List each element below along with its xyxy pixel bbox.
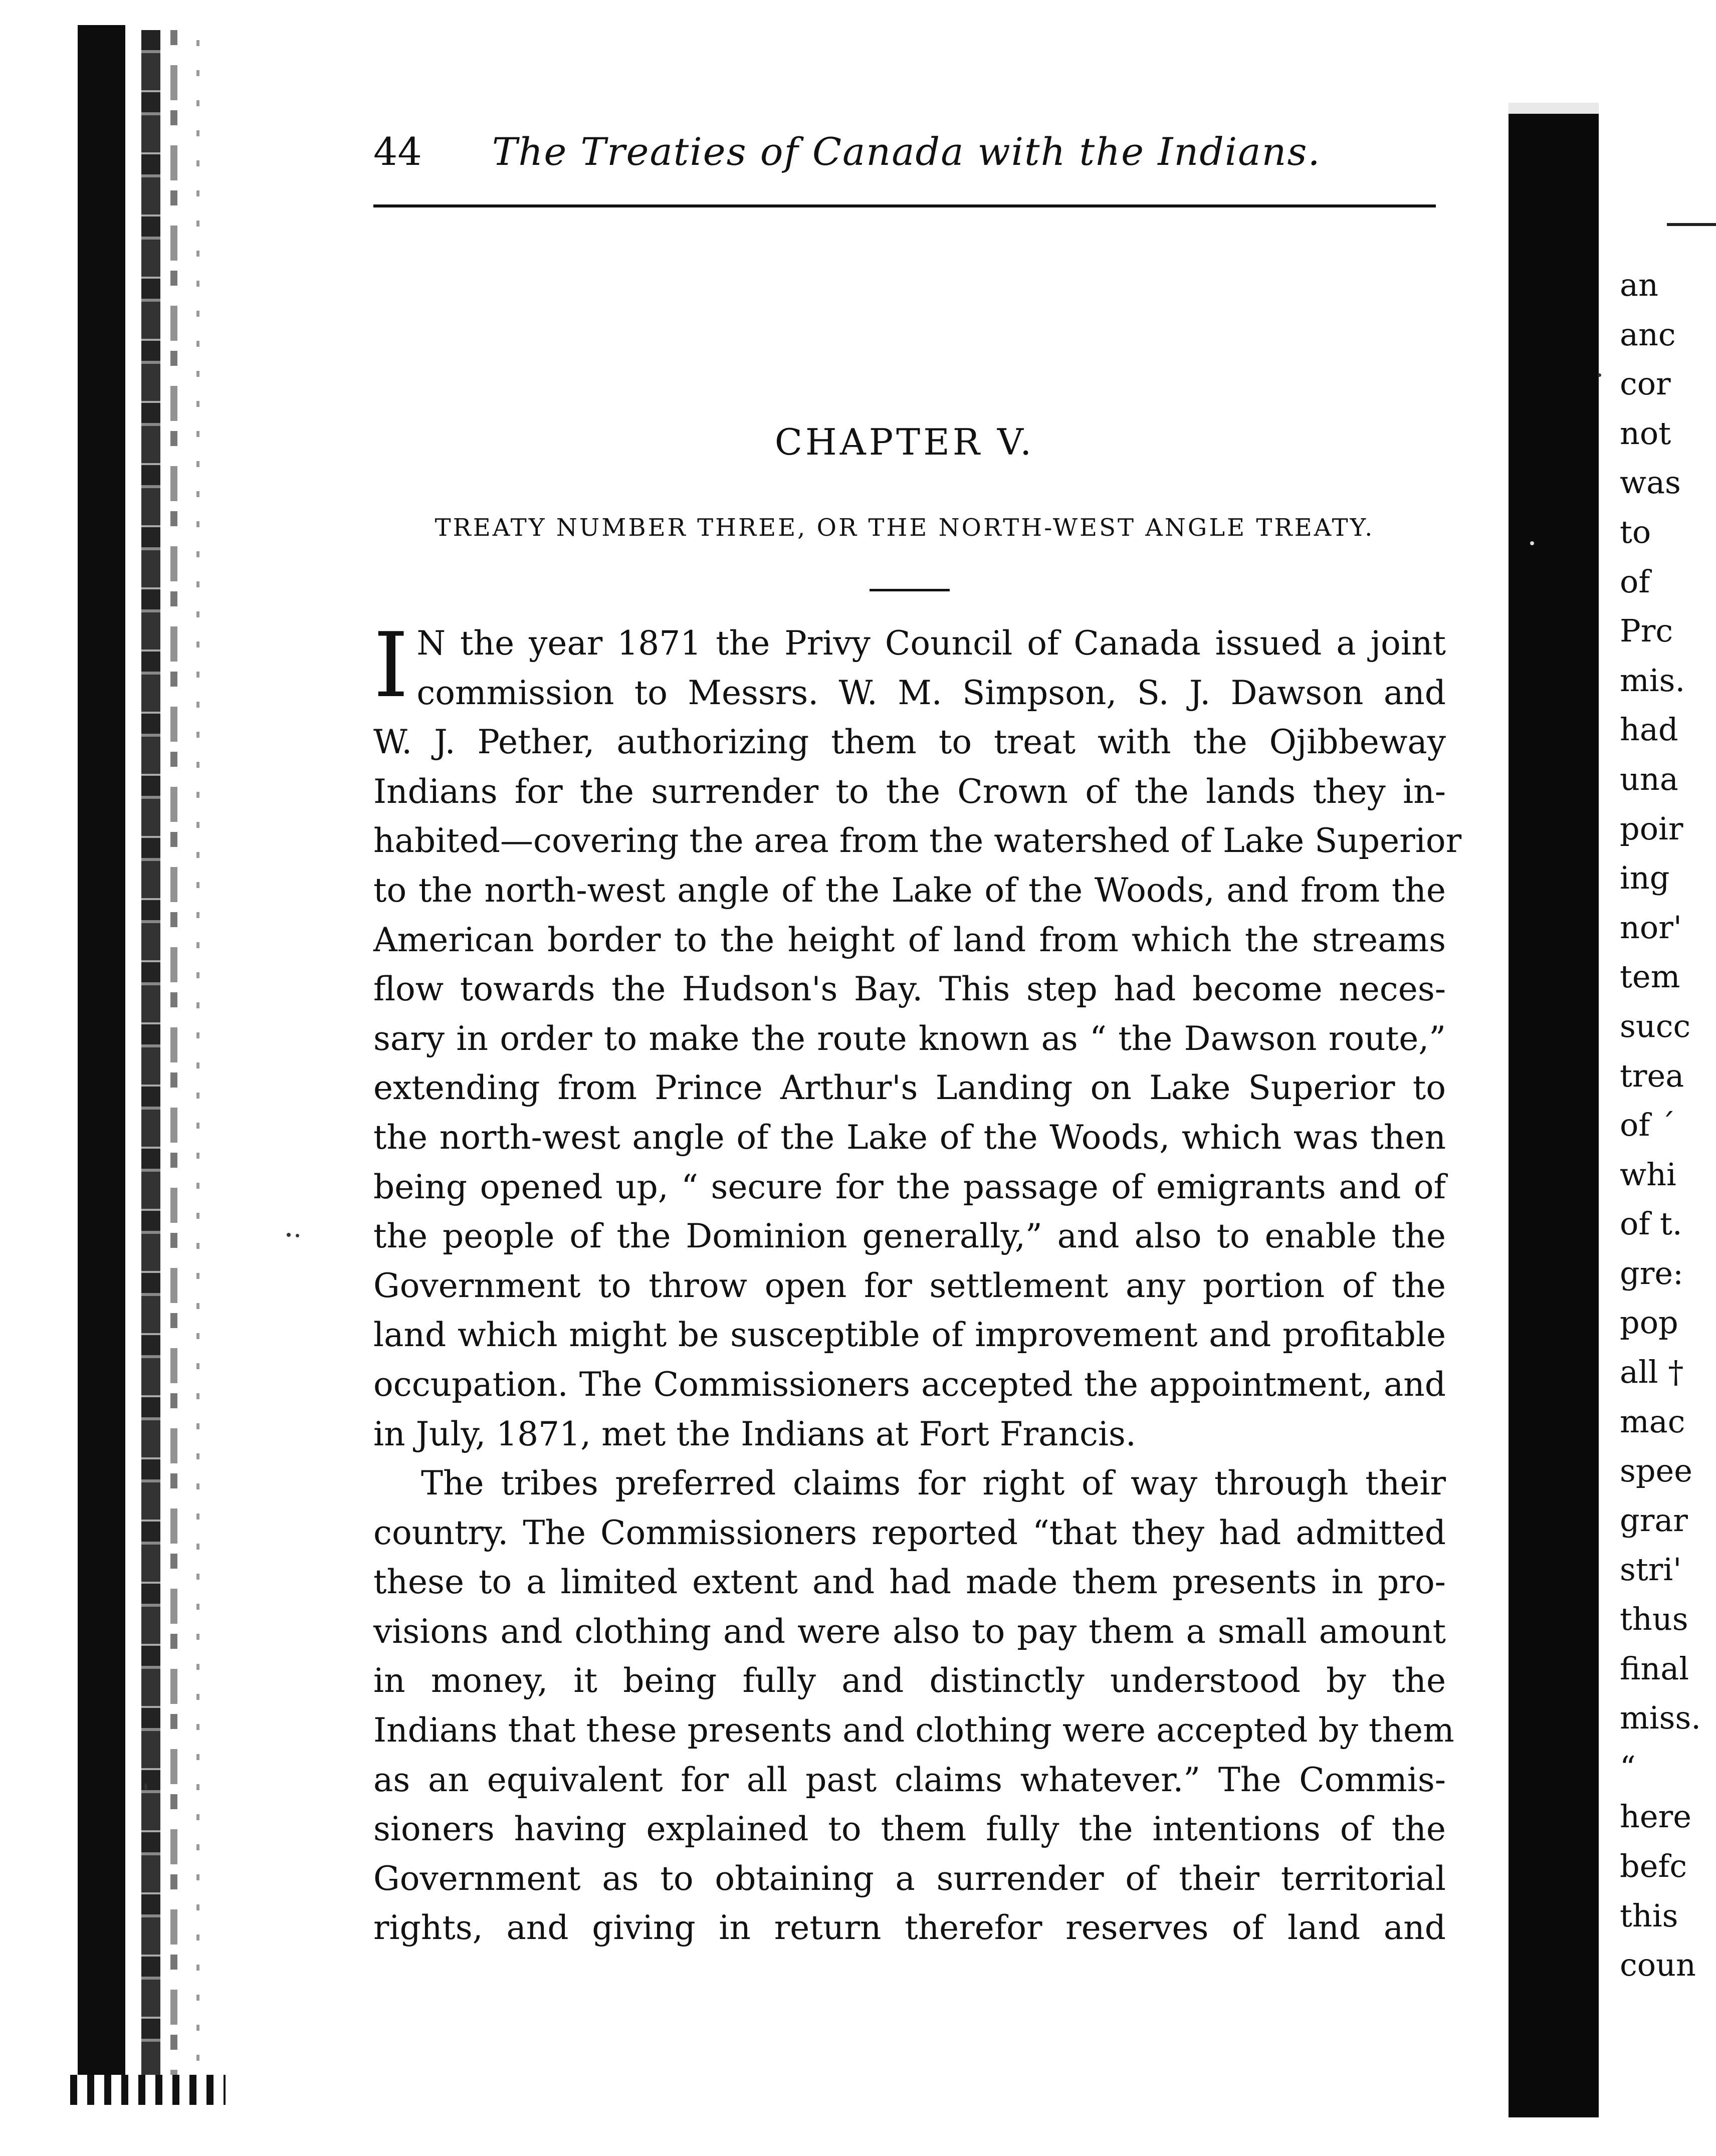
- text-line: flow towards the Hudson's Bay. This step had become neces-: [373, 970, 1446, 1009]
- paragraph-2: [373, 1459, 1454, 1953]
- facing-page-text-fragments: [1620, 261, 1716, 1990]
- facing-page-fragment: was: [1620, 464, 1681, 501]
- binding-edge-thin: [170, 30, 177, 2105]
- paragraph-1: [373, 613, 1462, 1459]
- binding-base-noise: [70, 2075, 226, 2105]
- facing-page-header-rule: [1667, 223, 1716, 226]
- scan-speck: [1598, 373, 1601, 377]
- facing-page-fragment: poir: [1620, 810, 1683, 847]
- facing-page-fragment: stri': [1620, 1551, 1682, 1588]
- facing-page-fragment: all †: [1620, 1354, 1684, 1391]
- facing-page-fragment: cor: [1620, 365, 1671, 402]
- facing-page-fragment: to: [1620, 513, 1651, 550]
- facing-page-fragment: not: [1620, 414, 1671, 452]
- text-line: Indians for the surrender to the Crown of the lands they in-: [373, 772, 1446, 811]
- facing-page-fragment: tem: [1620, 958, 1680, 995]
- facing-page-fragment: una: [1620, 760, 1678, 797]
- text-line: in money, it being fully and distinctly understood by the: [373, 1661, 1446, 1700]
- facing-page-fragment: trea: [1620, 1057, 1684, 1094]
- facing-page-fragment: nor': [1620, 909, 1682, 946]
- body-text: [373, 613, 1462, 1953]
- text-line: the north-west angle of the Lake of the Woods, which was then: [373, 1118, 1446, 1157]
- facing-page-fragment: final: [1620, 1650, 1689, 1687]
- text-line: to the north-west angle of the Lake of the Woods, and from the: [373, 871, 1446, 910]
- text-line: land which might be susceptible of improvement and profitable: [373, 1316, 1446, 1355]
- facing-page-shadow: [1509, 103, 1599, 2117]
- facing-page-fragment: befc: [1620, 1848, 1687, 1884]
- facing-page-fragment: this: [1620, 1897, 1678, 1934]
- binding-shadow: [78, 25, 125, 2105]
- binding-edge: [141, 30, 160, 2105]
- facing-page-fragment: Prc: [1620, 612, 1673, 650]
- chapter-subtitle: TREATY NUMBER THREE, OR THE NORTH-WEST ANGLE TREATY.: [435, 514, 1375, 542]
- text-line: occupation. The Commissioners accepted the appointment, and: [373, 1365, 1446, 1404]
- facing-page-fragment: an: [1620, 267, 1658, 303]
- text-line: the people of the Dominion generally,” and also to enable the: [373, 1217, 1446, 1256]
- text-line: W. J. Pether, authorizing them to treat with the Ojibbeway: [373, 723, 1446, 762]
- facing-page-fragment: succ: [1620, 1007, 1691, 1044]
- facing-page-fragment: mis.: [1620, 662, 1685, 699]
- page-number: 44: [373, 129, 422, 174]
- facing-page-fragment: of ´: [1620, 1107, 1675, 1144]
- text-line: in July, 1871, met the Indians at Fort Francis.: [373, 1414, 1136, 1453]
- scan-speck: [144, 1783, 147, 1790]
- facing-page-fragment: thus: [1620, 1601, 1688, 1638]
- facing-page-fragment: spee: [1620, 1452, 1692, 1489]
- text-line: these to a limited extent and had made them presents in pro-: [373, 1563, 1446, 1602]
- facing-page-fragment: of: [1620, 563, 1650, 600]
- text-line: being opened up, “ secure for the passage of emigrants and of: [373, 1167, 1446, 1206]
- text-line: sary in order to make the route known as “ the Dawson route,”: [373, 1019, 1446, 1058]
- scan-speck: [1530, 541, 1534, 545]
- facing-page-fragment: grar: [1620, 1501, 1688, 1539]
- text-line: rights, and giving in return therefor reserves of land and: [373, 1908, 1446, 1948]
- text-line: extending from Prince Arthur's Landing on Lake Superior to: [373, 1068, 1446, 1108]
- text-line: N the year 1871 the Privy Council of Canada issued a joint: [416, 624, 1446, 663]
- text-line: country. The Commissioners reported “that they had admitted: [373, 1513, 1446, 1552]
- text-line: Government as to obtaining a surrender of their territorial: [373, 1859, 1446, 1898]
- facing-page-fragment: anc: [1620, 316, 1676, 353]
- running-title: The Treaties of Canada with the Indians.: [492, 129, 1321, 174]
- facing-page-fragment: here: [1620, 1798, 1691, 1835]
- section-divider: [870, 589, 950, 591]
- running-head: [373, 129, 1431, 174]
- facing-page-fragment: coun: [1620, 1947, 1696, 1984]
- facing-page-fragment: gre:: [1620, 1254, 1683, 1291]
- facing-page-fragment: ing: [1620, 859, 1670, 897]
- text-line: sioners having explained to them fully the intentions of the: [373, 1810, 1446, 1849]
- facing-page-fragment: pop: [1620, 1304, 1678, 1341]
- text-line: habited—covering the area from the watershed of Lake Superior: [373, 821, 1462, 860]
- chapter-title: CHAPTER V.: [774, 421, 1035, 463]
- binding-edge-faint: [196, 40, 199, 2095]
- text-line: American border to the height of land from which the streams: [373, 920, 1446, 959]
- scan-speck: [287, 1233, 291, 1237]
- text-line: commission to Messrs. W. M. Simpson, S. J. Dawson and: [416, 673, 1446, 712]
- drop-cap: I: [373, 613, 409, 717]
- text-line: The tribes preferred claims for right of way through their: [421, 1464, 1446, 1503]
- header-rule: [373, 204, 1436, 207]
- facing-page-fragment: miss.: [1620, 1699, 1701, 1737]
- scan-speck: [296, 1234, 299, 1237]
- text-line: as an equivalent for all past claims whatever.” The Commis-: [373, 1760, 1446, 1799]
- facing-page-fragment: mac: [1620, 1403, 1685, 1440]
- facing-page-shadow-top: [1509, 103, 1599, 114]
- facing-page-fragment: had: [1620, 711, 1678, 748]
- facing-page-fragment: of t.: [1620, 1205, 1682, 1242]
- facing-page-fragment: “: [1620, 1749, 1636, 1786]
- facing-page-fragment: whi: [1620, 1156, 1676, 1193]
- text-line: Government to throw open for settlement any portion of the: [373, 1266, 1446, 1305]
- text-line: Indians that these presents and clothing were accepted by them: [373, 1711, 1454, 1750]
- text-line: visions and clothing and were also to pay them a small amount: [373, 1612, 1446, 1651]
